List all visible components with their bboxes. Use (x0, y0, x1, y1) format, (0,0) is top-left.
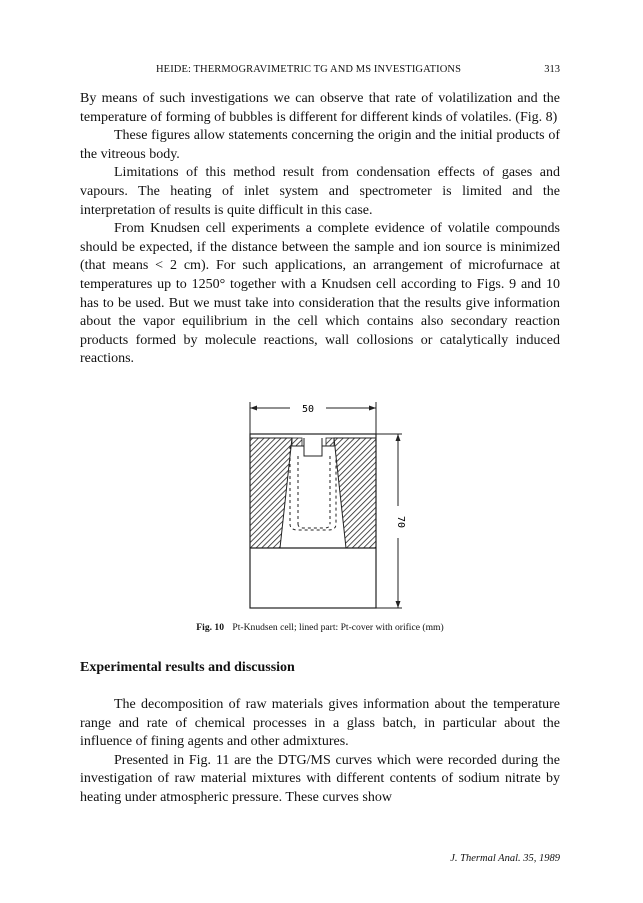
figure-caption (80, 622, 560, 633)
body-text-bottom (80, 696, 560, 808)
knudsen-cell-figure (230, 398, 430, 610)
paragraph: From Knudsen cell experiments a complete evidence of volatile compounds should be expected, if the distance between the sample and ion source is minimized (that means < 2 cm). For such applications, an arrangement of microfurnace at temperatures up to 1250° together with a Knudsen cell according to Figs. 9 and 10 has to be used. But we must take into consideration that the results give information about the vapor equilibrium in the cell which contains also secondary reaction products formed by molecule reactions, wall collosions or catalytically induced reactions. (80, 221, 560, 367)
width-dimension (250, 402, 376, 438)
paragraph: Limitations of this method result from condensation effects of gases and vapours. The heating of inlet system and spectrometer is limited and the interpretation of results is quite difficult in this case. (80, 165, 560, 218)
height-dimension-label: 70 (395, 515, 406, 529)
paragraph: The decomposition of raw materials gives information about the temperature range and rate of chemical processes in a glass batch, in particular about the influence of fining agents and other admixtures. (80, 697, 560, 750)
figure-caption-text: Pt-Knudsen cell; lined part: Pt-cover with orifice (mm) (232, 622, 444, 633)
knudsen-cell-diagram (230, 398, 430, 610)
width-dimension-label: 50 (301, 404, 315, 415)
page-number: 313 (544, 64, 560, 75)
page-header (80, 64, 560, 82)
paragraph: Presented in Fig. 11 are the DTG/MS curves which were recorded during the investigation of raw material mixtures with different contents of sodium nitrate by heating under atmospheric pressure. These curves show (80, 752, 560, 805)
section-heading: Experimental results and discussion (80, 660, 295, 675)
paragraph: By means of such investigations we can observe that rate of volatilization and the temperature of forming of bubbles is different for different kinds of volatiles. (Fig. 8) (80, 91, 560, 125)
journal-footer: J. Thermal Anal. 35, 1989 (450, 853, 560, 864)
running-head: HEIDE: THERMOGRAVIMETRIC TG AND MS INVESTIGATIONS (156, 64, 462, 75)
body-text-top (80, 90, 560, 369)
figure-caption-label: Fig. 10 (196, 622, 225, 633)
crucible-body (250, 434, 376, 608)
height-dimension (376, 434, 406, 608)
inner-cup (290, 438, 336, 530)
paragraph: These figures allow statements concerning the origin and the initial products of the vitreous body. (80, 128, 560, 162)
